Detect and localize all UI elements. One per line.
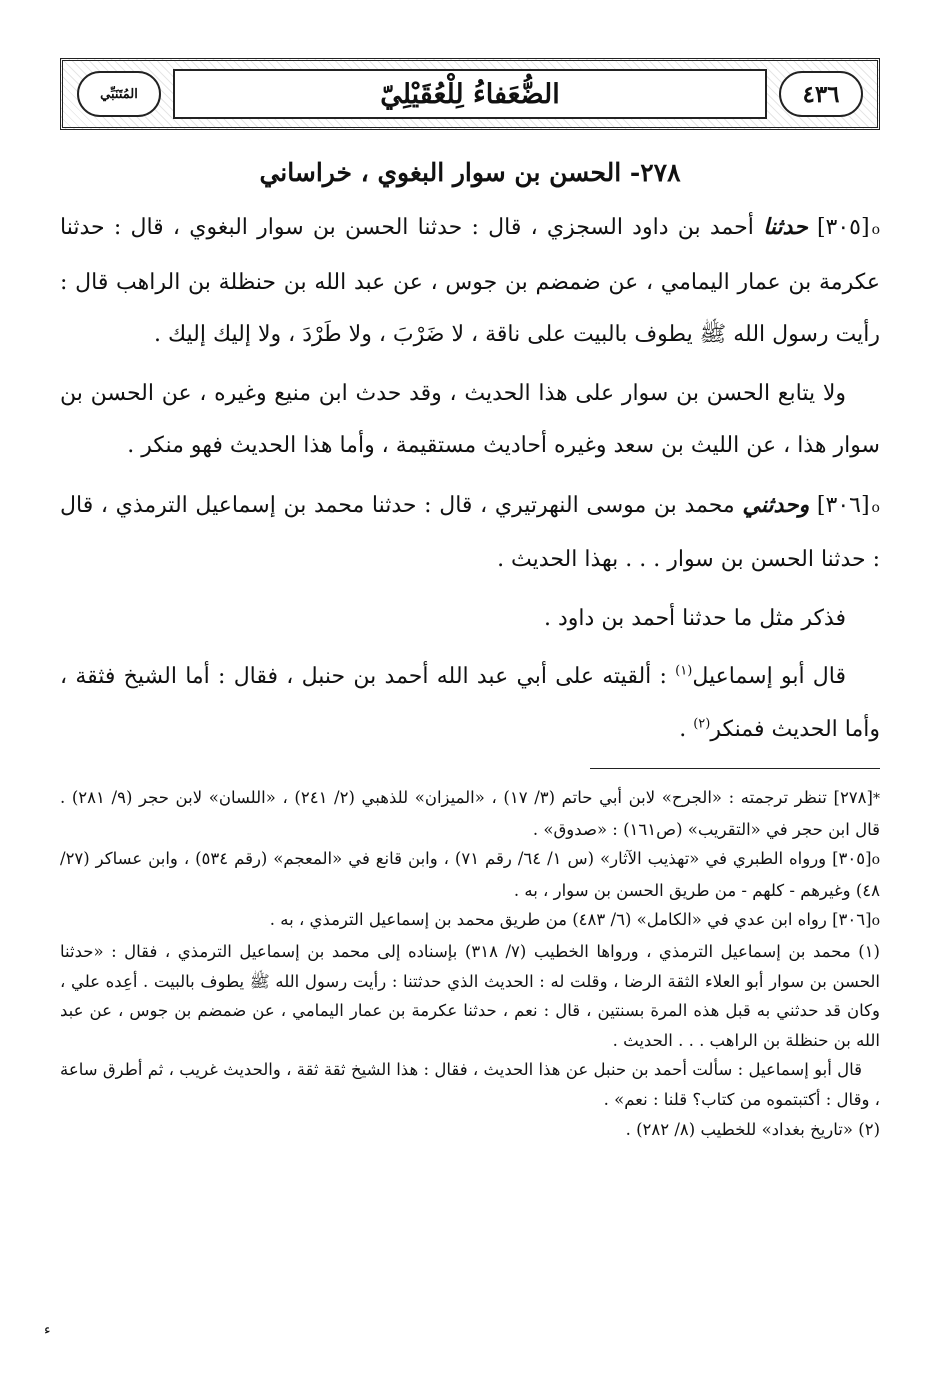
hadith-305 (60, 201, 880, 362)
hadith-number: [٣٠٦] (816, 492, 870, 518)
footnote-text: [٣٠٦] رواه ابن عدي في «الكامل» (٦/ ٤٨٣) من طريق محمد بن إسماعيل الترمذي ، به . (269, 910, 872, 930)
note-paragraph: فذكر مثل ما حدثنا أحمد بن داود . (544, 605, 846, 631)
margin-mark: ء (44, 1322, 51, 1338)
footnote-text: [٢٧٨] تنظر ترجمته : «الجرح» لابن أبي حاتم (٣/ ١٧) ، «الميزان» للذهبي (٢/ ٢٤١) ، «اللسان» لابن حجر (٩/ ٢٨١) . قال ابن حجر في «التقريب» (ص١٦١) : «صدوق» . (60, 788, 880, 839)
footnote-306 (60, 905, 880, 937)
page-header (60, 58, 880, 130)
footnote-1-continued: قال أبو إسماعيل : سألت أحمد بن حنبل عن هذا الحديث ، فقال : هذا الشيخ ثقة ثقة ، والحديث غريب ، ثم أطرق ساعة ، وقال : أكتبتموه من كتاب؟ قلنا : نعم» . (60, 1060, 880, 1109)
title-frame (173, 69, 767, 119)
footnotes (60, 783, 880, 1144)
hadith-marker: o (871, 222, 881, 238)
footnote-278 (60, 783, 880, 844)
footnote-ref-1: (١) (675, 663, 693, 679)
hadith-306 (60, 479, 880, 587)
hadith-lead: حدثنا (763, 214, 808, 240)
closing-text-b: : ألقيته على أبي عبد الله أحمد بن حنبل ، فقال : أما الشيخ فثقة ، وأما الحديث فمنكر (60, 664, 880, 742)
star-mark: * (872, 791, 880, 807)
closing-paragraph (60, 651, 880, 756)
hadith-marker: o (871, 499, 880, 516)
closing-text-a: قال أبو إسماعيل (692, 664, 847, 689)
page-number-badge (779, 71, 863, 117)
footnote-ref-2: (٢) (693, 716, 711, 732)
footnote-305 (60, 844, 880, 905)
circle-mark: o (871, 852, 880, 869)
closing-text-c: . (679, 716, 694, 742)
book-page (60, 58, 880, 1144)
entry-title: ٢٧٨- الحسن بن سوار البغوي ، خراساني (259, 158, 681, 187)
footnote-1: (١) محمد بن إسماعيل الترمذي ، ورواها الخطيب (٧/ ٣١٨) بإسناده إلى محمد بن إسماعيل الترمذي ، فقال : «حدثنا الحسن بن سوار أبو العلاء الثقة الرضا ، وقلت له : الحديث الذي حدثتنا : رأيت رسول الله ﷺ يطوف بالبيت . أعِده علي ، وكان قد حدثني به قبل هذه المرة بسنتين ، قال : نعم ، حدثنا عكرمة بن عمار اليمامي ، عن ضمضم بن جوس ، عن عبد الله بن حنظلة بن الراهب . . . الحديث . (60, 941, 880, 1050)
footnote-2: (٢) «تاريخ بغداد» للخطيب (٨/ ٢٨٢) . (625, 1119, 880, 1139)
emblem-text: المُتَنَبِّي (100, 86, 138, 102)
publisher-emblem (77, 71, 161, 117)
commentary-paragraph: ولا يتابع الحسن بن سوار على هذا الحديث ، وقد حدث ابن منيع وغيره ، عن الحسن بن سوار هذا ، عن الليث بن سعد وغيره أحاديث مستقيمة ، وأما هذا الحديث فهو منكر . (60, 380, 880, 458)
main-text (60, 201, 880, 756)
page-number: ٤٣٦ (802, 80, 840, 108)
footnote-text: [٣٠٥] ورواه الطبري في «تهذيب الآثار» (س ١/ ٦٤/ رقم ٧١) ، وابن قانع في «المعجم» (رقم ٥٣٤) ، وابن عساكر (٢٧/ ٤٨) وغيرهم - كلهم - من طريق الحسن بن سوار ، به . (60, 849, 880, 900)
hadith-text: محمد بن موسى النهرتيري ، قال : حدثنا محمد بن إسماعيل الترمذي ، قال : حدثنا الحسن بن سوار . . . بهذا الحديث . (60, 492, 880, 572)
circle-mark: o (871, 913, 880, 930)
hadith-number: [٣٠٥] (816, 215, 870, 240)
hadith-text: أحمد بن داود السجزي ، قال : حدثنا الحسن بن سوار البغوي ، قال : حدثنا عكرمة بن عمار اليمامي ، عن ضمضم بن جوس ، عن عبد الله بن حنظلة بن الراهب قال : رأيت رسول الله ﷺ يطوف بالبيت على ناقة ، لا ضَرْبَ ، ولا طَرْدَ ، ولا إليك إليك . (60, 215, 880, 347)
book-title: الضُّعَفاءُ لِلْعُقَيْلِيّ (380, 78, 560, 110)
footnote-divider (590, 768, 880, 769)
hadith-lead: وحدثني (742, 491, 810, 518)
